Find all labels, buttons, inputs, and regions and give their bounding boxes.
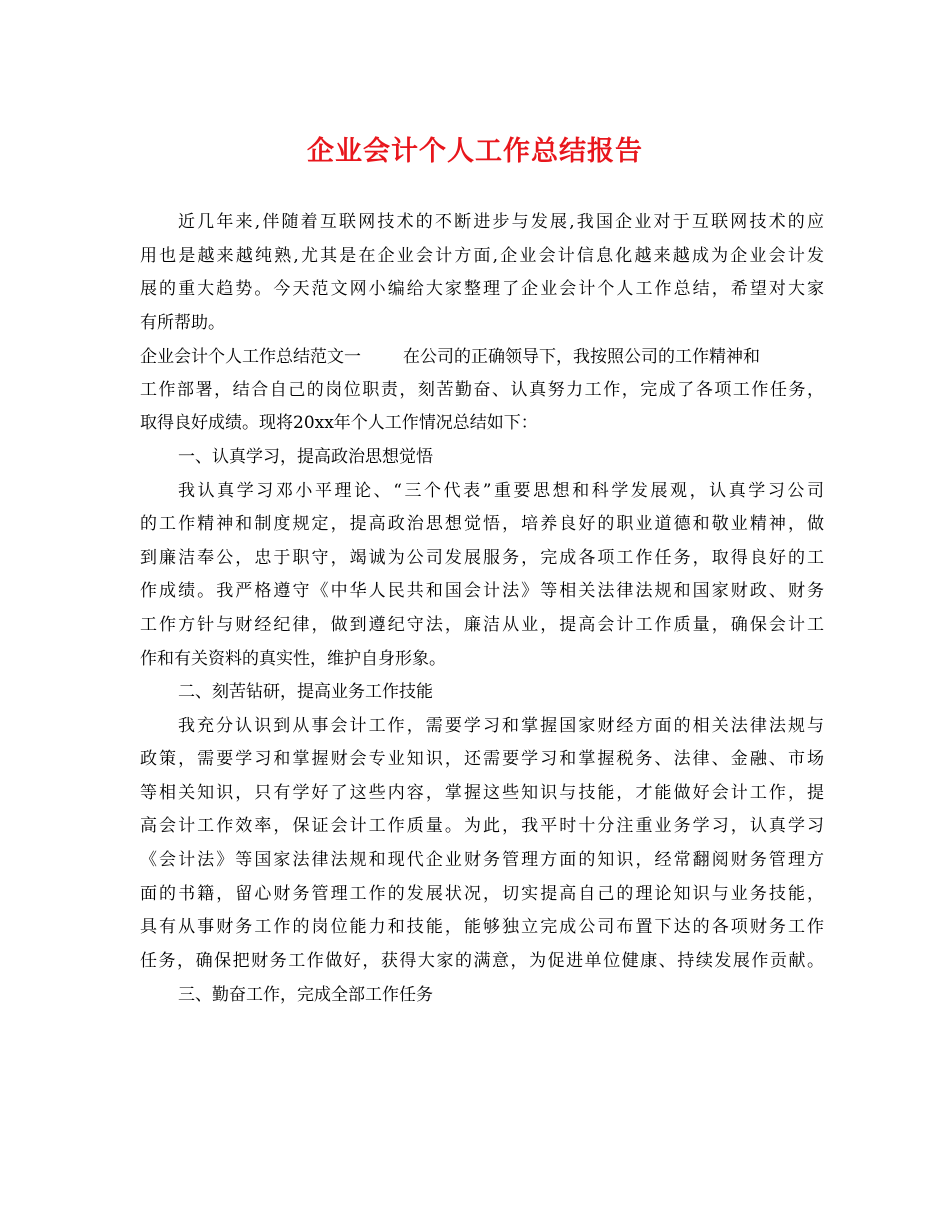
paragraph-line: 面的书籍，留心财务管理工作的发展状况，切实提高自己的理论知识与业务技能， xyxy=(140,884,824,904)
paragraph-line: 展的重大趋势。今天范文网小编给大家整理了企业会计个人工作总结，希望对大家 xyxy=(140,279,824,299)
sample-intro: 在公司的正确领导下，我按照公司的工作精神和 xyxy=(403,347,760,367)
paragraph-line: 工作部署，结合自己的岗位职责，刻苦勤奋、认真努力工作，完成了各项工作任务， xyxy=(140,380,824,400)
paragraph-line: 的工作精神和制度规定，提高政治思想觉悟，培养良好的职业道德和敬业精神，做 xyxy=(140,514,824,534)
paragraph-line: 等相关知识，只有学好了这些内容，掌握这些知识与技能，才能做好会计工作，提 xyxy=(140,783,824,803)
paragraph-line: 用也是越来越纯熟,尤其是在企业会计方面,企业会计信息化越来越成为企业会计发 xyxy=(140,246,824,266)
section-heading: 三、勤奋工作，完成全部工作任务 xyxy=(178,985,433,1005)
document-title: 企业会计个人工作总结报告 xyxy=(307,136,643,167)
paragraph-line: 作成绩。我严格遵守《中华人民共和国会计法》等相关法律法规和国家财政、财务 xyxy=(140,581,824,601)
paragraph-line: 政策，需要学习和掌握财会专业知识，还需要学习和掌握税务、法律、金融、市场 xyxy=(140,749,824,769)
paragraph-line: 任务，确保把财务工作做好，获得大家的满意，为促进单位健康、持续发展作贡献。 xyxy=(140,951,824,971)
paragraph-line: 我认真学习邓小平理论、“三个代表”重要思想和科学发展观，认真学习公司 xyxy=(178,481,824,501)
paragraph-line: 《会计法》等国家法律法规和现代企业财务管理方面的知识，经常翻阅财务管理方 xyxy=(140,850,824,870)
paragraph-line: 作和有关资料的真实性，维护自身形象。 xyxy=(140,649,446,669)
paragraph-line: 具有从事财务工作的岗位能力和技能，能够独立完成公司布置下达的各项财务工作 xyxy=(140,917,824,937)
paragraph-line: 到廉洁奉公，忠于职守，竭诚为公司发展服务，完成各项工作任务，取得良好的工 xyxy=(140,548,824,568)
paragraph-line: 有所帮助。 xyxy=(140,313,225,333)
section-heading: 二、刻苦钻研，提高业务工作技能 xyxy=(178,682,433,702)
sample-heading-line xyxy=(140,343,824,371)
section-heading: 一、认真学习，提高政治思想觉悟 xyxy=(178,447,433,467)
paragraph-line: 近几年来,伴随着互联网技术的不断进步与发展,我国企业对于互联网技术的应 xyxy=(178,212,824,232)
paragraph-line: 取得良好成绩。现将20xx年个人工作情况总结如下： xyxy=(140,413,538,433)
paragraph-line: 工作方针与财经纪律，做到遵纪守法，廉洁从业，提高会计工作质量，确保会计工 xyxy=(140,615,824,635)
paragraph-line: 高会计工作效率，保证会计工作质量。为此，我平时十分注重业务学习，认真学习 xyxy=(140,816,824,836)
sample-heading: 企业会计个人工作总结范文一 xyxy=(140,347,361,367)
paragraph-line: 我充分认识到从事会计工作，需要学习和掌握国家财经方面的相关法律法规与 xyxy=(178,716,824,736)
